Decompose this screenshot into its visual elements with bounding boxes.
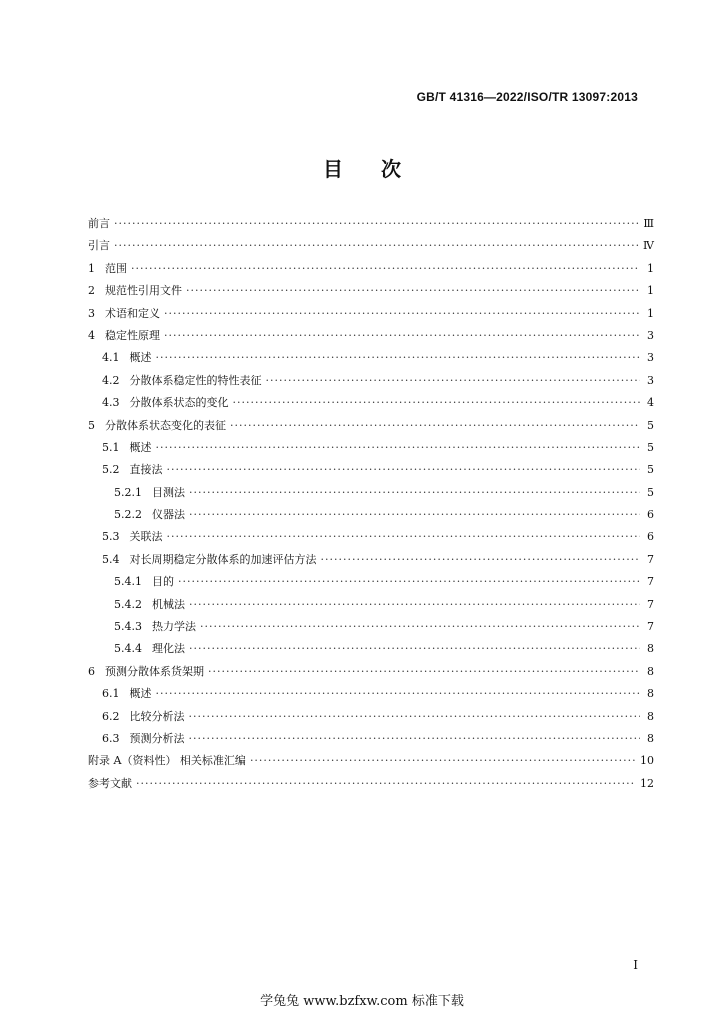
toc-entry-page: 8: [647, 664, 654, 678]
toc-entry[interactable]: [88, 571, 654, 593]
toc-entry-number: 5.4.1: [114, 575, 142, 589]
toc-leader-dots: [186, 280, 640, 302]
toc-leader-dots: [189, 638, 640, 660]
toc-entry-title: 机械法: [152, 597, 185, 611]
toc-entry-label-group: [88, 280, 182, 302]
toc-entry-label-group: [102, 683, 152, 705]
toc-entry-title: 理化法: [152, 642, 185, 656]
toc-entry-number: 6.1: [102, 687, 120, 701]
toc-entry-label-group: [88, 773, 132, 795]
toc-leader-dots: [189, 728, 641, 750]
toc-entry-title: 分散体系稳定性的特性表征: [129, 373, 262, 387]
toc-entry[interactable]: [88, 638, 654, 660]
toc-entry[interactable]: [88, 594, 654, 616]
toc-entry-label-group: [88, 415, 226, 437]
toc-entry-page: 3: [647, 351, 654, 365]
toc-entry-title: 仪器法: [152, 508, 185, 522]
toc-entry-number: 5.1: [102, 440, 120, 454]
toc-entry[interactable]: [88, 773, 654, 795]
toc-entry[interactable]: [88, 549, 654, 571]
toc-leader-dots: [208, 661, 640, 683]
toc-entry[interactable]: [88, 661, 654, 683]
toc-entry[interactable]: [88, 437, 654, 459]
toc-entry-label-group: [88, 235, 110, 257]
toc-entry-page: 1: [647, 284, 654, 298]
toc-leader-dots: [266, 370, 641, 392]
toc-entry-number: 5.4: [102, 552, 120, 566]
toc-leader-dots: [178, 571, 640, 593]
toc-entry-number: 4.3: [102, 396, 120, 410]
toc-entry-number: 6.2: [102, 709, 120, 723]
toc-entry-label-group: [88, 661, 204, 683]
toc-entry-number: 5.2.2: [114, 508, 142, 522]
toc-entry-label-group: [102, 706, 185, 728]
toc-leader-dots: [321, 549, 641, 571]
toc-entry-label-group: [88, 258, 127, 280]
toc-leader-dots: [156, 347, 641, 369]
toc-entry-page: 3: [647, 328, 654, 342]
toc-entry-label-group: [114, 482, 185, 504]
toc-entry-title: 术语和定义: [105, 306, 160, 320]
toc-entry-label-group: [102, 459, 163, 481]
toc-entry-page: 6: [647, 508, 654, 522]
toc-entry[interactable]: [88, 303, 654, 325]
toc-entry-title: 稳定性原理: [105, 328, 160, 342]
toc-leader-dots: [230, 415, 640, 437]
toc-entry-page: 5: [647, 485, 654, 499]
toc-leader-dots: [167, 459, 641, 481]
toc-entry-title: 预测分散体系货架期: [105, 664, 204, 678]
toc-entry-number: 1: [88, 261, 95, 275]
toc-leader-dots: [189, 594, 640, 616]
toc-entry-label-group: [114, 638, 185, 660]
toc-entry[interactable]: [88, 258, 654, 280]
toc-leader-dots: [131, 258, 640, 280]
site-watermark: 学兔兔 www.bzfxw.com 标准下载: [260, 994, 464, 1009]
toc-entry-page: 7: [647, 597, 654, 611]
table-of-contents: [88, 213, 654, 795]
toc-entry[interactable]: [88, 526, 654, 548]
toc-entry-title: 对长周期稳定分散体系的加速评估方法: [129, 552, 317, 566]
toc-entry-page: 12: [640, 776, 654, 790]
title-char-2: 次: [381, 157, 401, 181]
toc-entry-label-group: [114, 504, 185, 526]
standard-code-header: GB/T 41316—2022/ISO/TR 13097:2013: [416, 90, 638, 104]
toc-entry-number: 5.4.3: [114, 620, 142, 634]
toc-entry-title: 范围: [105, 261, 127, 275]
toc-leader-dots: [114, 235, 639, 257]
toc-entry-label-group: [102, 526, 163, 548]
toc-leader-dots: [164, 325, 640, 347]
toc-leader-dots: [189, 504, 640, 526]
page-title: [0, 153, 724, 182]
toc-entry-page: 5: [647, 463, 654, 477]
toc-entry[interactable]: [88, 280, 654, 302]
toc-entry-label-group: [88, 750, 246, 772]
toc-entry[interactable]: [88, 415, 654, 437]
toc-entry-title: 预测分析法: [129, 731, 185, 745]
toc-entry-number: 5: [88, 418, 95, 432]
toc-entry-page: 8: [647, 709, 654, 723]
toc-entry-title: 分散体系状态的变化: [129, 396, 229, 410]
toc-entry[interactable]: [88, 392, 654, 414]
toc-entry-page: 8: [647, 687, 654, 701]
toc-entry[interactable]: [88, 683, 654, 705]
toc-entry[interactable]: [88, 459, 654, 481]
toc-entry-number: 4.2: [102, 373, 120, 387]
toc-entry-title: 概述: [129, 687, 152, 701]
toc-entry-label-group: [88, 303, 160, 325]
toc-leader-dots: [114, 213, 639, 235]
toc-entry-number: 4: [88, 328, 95, 342]
toc-entry-title: 目测法: [152, 485, 185, 499]
toc-entry-title: 参考文献: [88, 776, 132, 790]
toc-entry-number: 5.4.2: [114, 597, 142, 611]
toc-entry-page: 8: [647, 642, 654, 656]
toc-entry[interactable]: [88, 706, 654, 728]
toc-entry-title: 直接法: [129, 463, 163, 477]
toc-entry[interactable]: [88, 616, 654, 638]
toc-entry-page: 8: [647, 731, 654, 745]
toc-leader-dots: [233, 392, 641, 414]
toc-entry-page: 7: [647, 575, 654, 589]
toc-entry-label-group: [102, 437, 152, 459]
toc-entry-page: 7: [647, 620, 654, 634]
toc-entry-page: 5: [647, 418, 654, 432]
toc-entry-label-group: [102, 370, 262, 392]
page-number: I: [633, 958, 638, 972]
toc-entry-number: 6.3: [102, 731, 120, 745]
toc-entry-number: 2: [88, 284, 95, 298]
toc-entry-title: 关联法: [129, 530, 163, 544]
toc-entry[interactable]: [88, 213, 654, 235]
toc-entry-page: Ⅲ: [643, 217, 654, 230]
toc-entry-label-group: [102, 728, 185, 750]
toc-leader-dots: [136, 773, 636, 795]
toc-entry-label-group: [102, 549, 317, 571]
toc-entry[interactable]: [88, 370, 654, 392]
toc-entry[interactable]: [88, 728, 654, 750]
toc-entry-page: Ⅳ: [643, 239, 654, 253]
toc-entry-title: 概述: [129, 351, 152, 365]
toc-entry-number: 4.1: [102, 351, 120, 365]
toc-entry-page: 1: [647, 261, 654, 275]
toc-entry-label-group: [102, 347, 152, 369]
toc-entry-number: 5.4.4: [114, 642, 142, 656]
toc-entry-label-group: [102, 392, 229, 414]
toc-leader-dots: [156, 437, 641, 459]
toc-entry-title: 比较分析法: [129, 709, 185, 723]
toc-entry-number: 6: [88, 664, 95, 678]
toc-entry-title: 概述: [129, 440, 152, 454]
toc-leader-dots: [156, 683, 641, 705]
toc-entry-label-group: [114, 616, 196, 638]
toc-entry-page: 10: [640, 754, 654, 768]
toc-entry[interactable]: [88, 235, 654, 257]
toc-leader-dots: [167, 526, 641, 548]
toc-entry[interactable]: [88, 750, 654, 772]
toc-entry-label-group: [88, 213, 110, 235]
toc-entry-page: 1: [647, 306, 654, 320]
toc-leader-dots: [189, 482, 640, 504]
toc-entry-page: 5: [647, 440, 654, 454]
toc-entry[interactable]: [88, 347, 654, 369]
toc-entry-label-group: [114, 571, 174, 593]
toc-entry-number: 3: [88, 306, 95, 320]
toc-entry-title: 热力学法: [152, 620, 196, 634]
toc-entry[interactable]: [88, 325, 654, 347]
toc-entry-page: 4: [647, 396, 654, 410]
toc-leader-dots: [250, 750, 636, 772]
title-char-1: 目: [323, 157, 343, 181]
toc-entry-title: 目的: [152, 575, 174, 589]
toc-leader-dots: [189, 706, 641, 728]
toc-entry-page: 7: [647, 552, 654, 566]
toc-entry[interactable]: [88, 504, 654, 526]
toc-entry-title: 附录 A（资料性） 相关标准汇编: [88, 754, 246, 768]
toc-entry-title: 引言: [88, 239, 110, 253]
toc-entry-page: 6: [647, 530, 654, 544]
toc-entry-number: 5.2.1: [114, 485, 142, 499]
toc-entry-label-group: [88, 325, 160, 347]
toc-entry-number: 5.2: [102, 463, 120, 477]
toc-entry-title: 分散体系状态变化的表征: [105, 418, 226, 432]
toc-entry-page: 3: [647, 373, 654, 387]
toc-entry-number: 5.3: [102, 530, 120, 544]
toc-leader-dots: [164, 303, 640, 325]
toc-entry-title: 规范性引用文件: [105, 284, 182, 298]
toc-entry-label-group: [114, 594, 185, 616]
toc-leader-dots: [200, 616, 640, 638]
toc-entry[interactable]: [88, 482, 654, 504]
toc-entry-title: 前言: [88, 217, 110, 230]
